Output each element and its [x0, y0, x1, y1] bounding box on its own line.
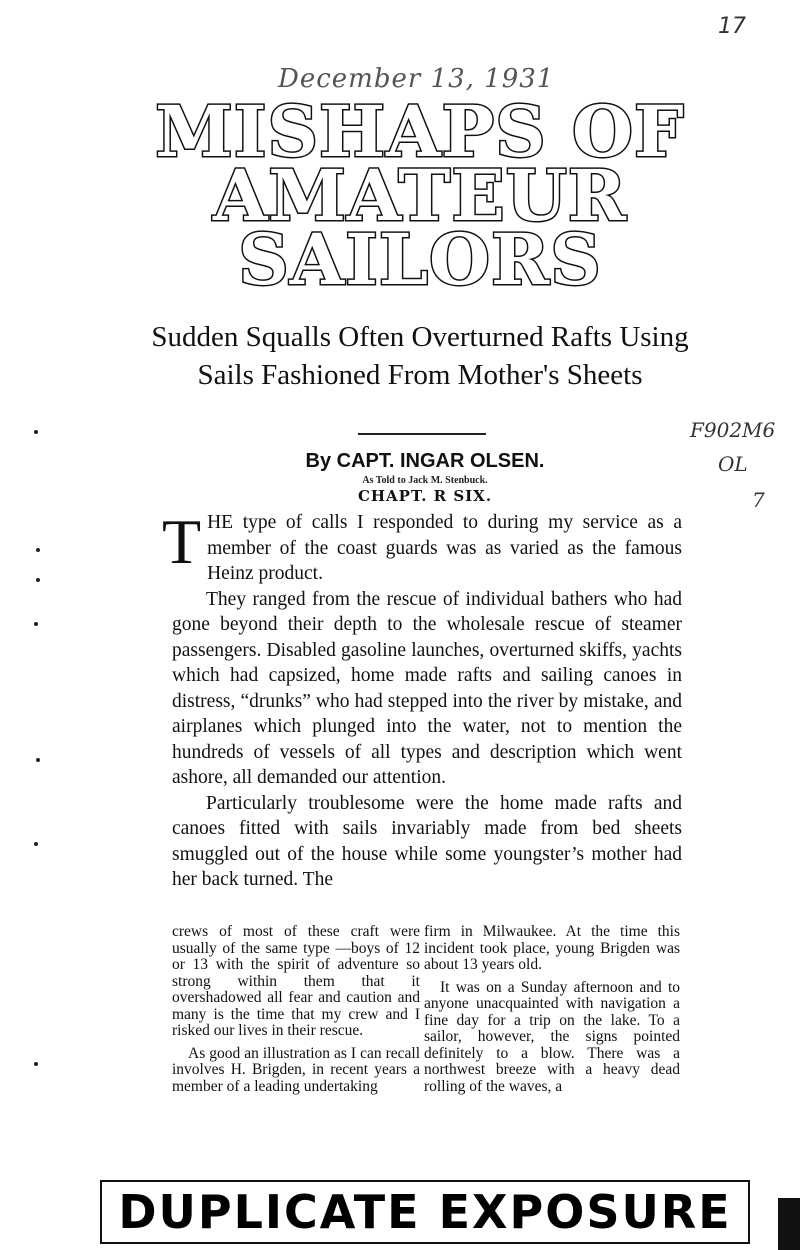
- told-to-credit: As Told to Jack M. Stenbuck.: [362, 475, 488, 486]
- paragraph: They ranged from the rescue of individual bathers who had gone beyond their depth to the wholesale rescue of steamer passengers. Disabled gasoline launches, overturned skiffs, yachts which had capsized, home made rafts and sailing canoes in distress, “drunks” who had stepped into the river by mistake, and airplanes which plunged into the water, not to mention the hundreds of vessels of all types and description which went ashore, all demanded our attention.: [172, 588, 682, 788]
- margin-call-number: F902M6: [690, 418, 776, 442]
- drop-cap: T: [162, 506, 202, 577]
- paragraph: [162, 506, 682, 587]
- scan-speck: [34, 842, 38, 846]
- scan-speck: [36, 548, 40, 552]
- handwritten-date: December 13, 1931: [278, 64, 555, 94]
- scan-speck: [34, 1062, 38, 1066]
- paragraph: As good an illustration as I can recall involves H. Brigden, in recent years a member of a leading undertaking: [172, 1044, 420, 1095]
- scan-speck: [34, 622, 38, 626]
- scan-edge: [778, 1198, 800, 1250]
- left-column: [172, 924, 420, 1101]
- scan-speck: [34, 430, 38, 434]
- paragraph: crews of most of these craft were usually of the same type —boys of 12 or 13 with the spirit of adventure so strong within them that it overshadowed all fear and caution and many is the time that my crew and I risked our lives in their rescue.: [172, 923, 420, 1039]
- byline: By CAPT. INGAR OLSEN.: [305, 450, 545, 472]
- margin-number: 7: [752, 488, 765, 512]
- subheadline: Sudden Squalls Often Overturned Rafts Using Sails Fashioned From Mother's Sheets: [151, 321, 689, 391]
- scan-speck: [36, 578, 40, 582]
- paragraph: firm in Milwaukee. At the time this incident took place, young Brigden was about 13 years old.: [424, 923, 680, 973]
- headline: [150, 90, 690, 301]
- margin-code: OL: [718, 452, 748, 476]
- right-column: [424, 924, 680, 1101]
- paragraph: Particularly troublesome were the home made rafts and canoes fitted with sails invariably made from bed sheets smuggled out of the house while some youngster’s mother had her back turned. The: [172, 792, 682, 890]
- headline-line: AMATEUR: [213, 154, 627, 237]
- scan-speck: [36, 758, 40, 762]
- chapter-label: CHAPT. R SIX.: [357, 487, 493, 505]
- article-body: [162, 506, 682, 893]
- paragraph-text: HE type of calls I responded to during my service as a member of the coast guards was as varied as the famous Heinz product.: [207, 512, 682, 584]
- headline-line: MISHAPS OF: [155, 90, 685, 173]
- divider-rule: [358, 433, 486, 435]
- page-number: 17: [718, 14, 746, 39]
- paragraph: It was on a Sunday afternoon and to anyone unacquainted with navigation a fine day for a trip on the lake. To a sailor, however, the signs pointed definitely to a blow. There was a northwest breeze with a heavy dead rolling of the waves, a: [424, 978, 680, 1095]
- duplicate-exposure-banner: DUPLICATE EXPOSURE: [100, 1180, 750, 1244]
- headline-line: SAILORS: [238, 218, 602, 301]
